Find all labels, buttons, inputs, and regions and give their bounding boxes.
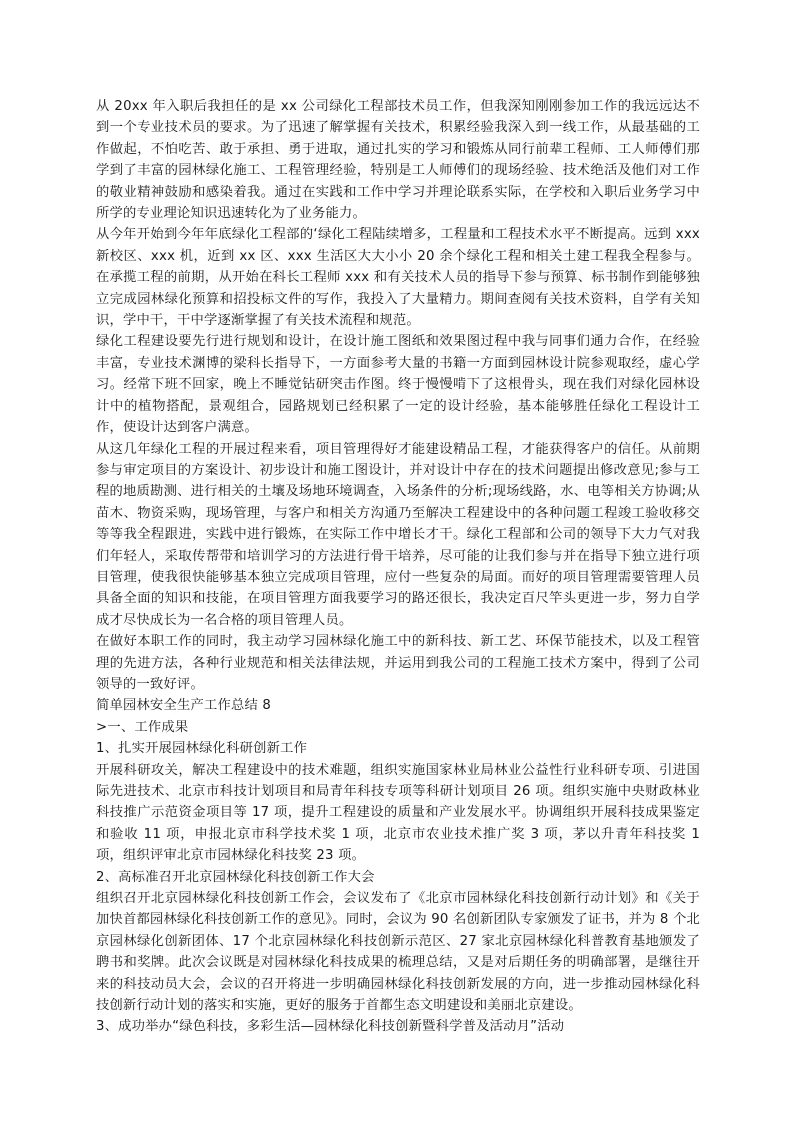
item-paragraph: 组织召开北京园林绿化科技创新工作会，会议发布了《北京市园林绿化科技创新行动计划》和《关于加快首都园林绿化科技创新工作的意见》。同时，会议为 90 名创新团队专家颁发了证书，并为 8 个北京园林绿化创新团体、17 个北京园林绿化科技创新示范区、27 家北京园林绿化科普教育基地颁发了聘书和奖牌。此次会议既是对园林绿化科技成果的梳理总结，又是对后期任务的明确部署，是继往开来的科技动员大会，会议的召开将进一步明确园林绿化科技创新发展的方向，进一步推动园林绿化科技创新行动计划的落实和实施，更好的服务于首都生态文明建设和美丽北京建设。 xyxy=(96,891,700,1014)
document-page xyxy=(96,96,700,1038)
subheading: >一、工作成果 xyxy=(96,719,189,735)
item-title: 3、成功举办“绿色科技，多彩生活—园林绿化科技创新暨科学普及活动月”活动 xyxy=(96,1019,565,1035)
section-title: 简单园林安全生产工作总结 8 xyxy=(96,698,272,714)
item-title: 2、高标准召开北京园林绿化科技创新工作大会 xyxy=(96,869,375,885)
body-paragraph: 在做好本职工作的同时，我主动学习园林绿化施工中的新科技、新工艺、环保节能技术，以及工程管理的先进方法，各种行业规范和相关法律法规，并运用到我公司的工程施工技术方案中，得到了公司领导的一致好评。 xyxy=(96,634,700,692)
body-paragraph: 从 20xx 年入职后我担任的是 xx 公司绿化工程部技术员工作，但我深知刚刚参加工作的我远远达不到一个专业技术员的要求。为了迅速了解掌握有关技术，积累经验我深入到一线工作，从最基础的工作做起，不怕吃苦、敢于承担、勇于进取，通过扎实的学习和锻炼从同行前辈工程师、工人师傅们那学到了丰富的园林绿化施工、工程管理经验，特别是工人师傅们的现场经验、技术绝活及他们对工作的敬业精神鼓励和感染着我。通过在实践和工作中学习并理论联系实际，在学校和入职后业务学习中所学的专业理论知识迅速转化为了业务能力。 xyxy=(96,99,700,222)
item-title: 1、扎实开展园林绿化科研创新工作 xyxy=(96,741,308,757)
body-paragraph: 从这几年绿化工程的开展过程来看，项目管理得好才能建设精品工程，才能获得客户的信任。从前期参与审定项目的方案设计、初步设计和施工图设计，并对设计中存在的技术问题提出修改意见;参与工程的地质勘测、进行相关的土壤及场地环境调查，入场条件的分析;现场线路，水、电等相关方协调;从苗木、物资采购，现场管理，与客户和相关方沟通乃至解决工程建设中的各种问题工程竣工验收移交等等我全程跟进，实践中进行锻炼，在实际工作中增长才干。绿化工程部和公司的领导下大力气对我们年轻人，采取传帮带和培训学习的方法进行骨干培养，尽可能的让我们参与并在指导下独立进行项目管理，使我很快能够基本独立完成项目管理，应付一些复杂的局面。而好的项目管理需要管理人员具备全面的知识和技能，在项目管理方面我要学习的路还很长，我决定百尺竿头更进一步，努力自学成才尽快成长为一名合格的项目管理人员。 xyxy=(96,441,700,628)
body-paragraph: 从今年开始到今年年底绿化工程部的‘绿化工程陆续增多，工程量和工程技术水平不断提高。远到 xxx 新校区、xxx 机，近到 xx 区、xxx 生活区大大小小 20 余个绿化工程和相关土建工程我全程参与。在承揽工程的前期，从开始在科长工程师 xxx 和有关技术人员的指导下参与预算、标书制作到能够独立完成园林绿化预算和招投标文件的写作，我投入了大量精力。期间查阅有关技术资料，自学有关知识，学中干，干中学逐渐掌握了有关技术流程和规范。 xyxy=(96,227,700,329)
body-paragraph: 绿化工程建设要先行进行规划和设计，在设计施工图纸和效果图过程中我与同事们通力合作，在经验丰富，专业技术渊博的梁科长指导下，一方面参考大量的书籍一方面到园林设计院参观取经，虚心学习。经常下班不回家，晚上不睡觉钻研突击作图。终于慢慢啃下了这根骨头，现在我们对绿化园林设计中的植物搭配，景观组合，园路规划已经积累了一定的设计经验，基本能够胜任绿化工程设计工作，使设计达到客户满意。 xyxy=(96,334,700,436)
item-paragraph: 开展科研攻关，解决工程建设中的技术难题，组织实施国家林业局林业公益性行业科研专项、引进国际先进技术、北京市科技计划项目和局青年科技专项等科研计划项目 26 项。组织实施中央财政林业科技推广示范资金项目等 17 项，提升工程建设的质量和产业发展水平。协调组织开展科技成果鉴定和验收 11 项，申报北京市科学技术奖 1 项，北京市农业技术推广奖 3 项，茅以升青年科技奖 1 项，组织评审北京市园林绿化科技奖 23 项。 xyxy=(96,762,700,864)
